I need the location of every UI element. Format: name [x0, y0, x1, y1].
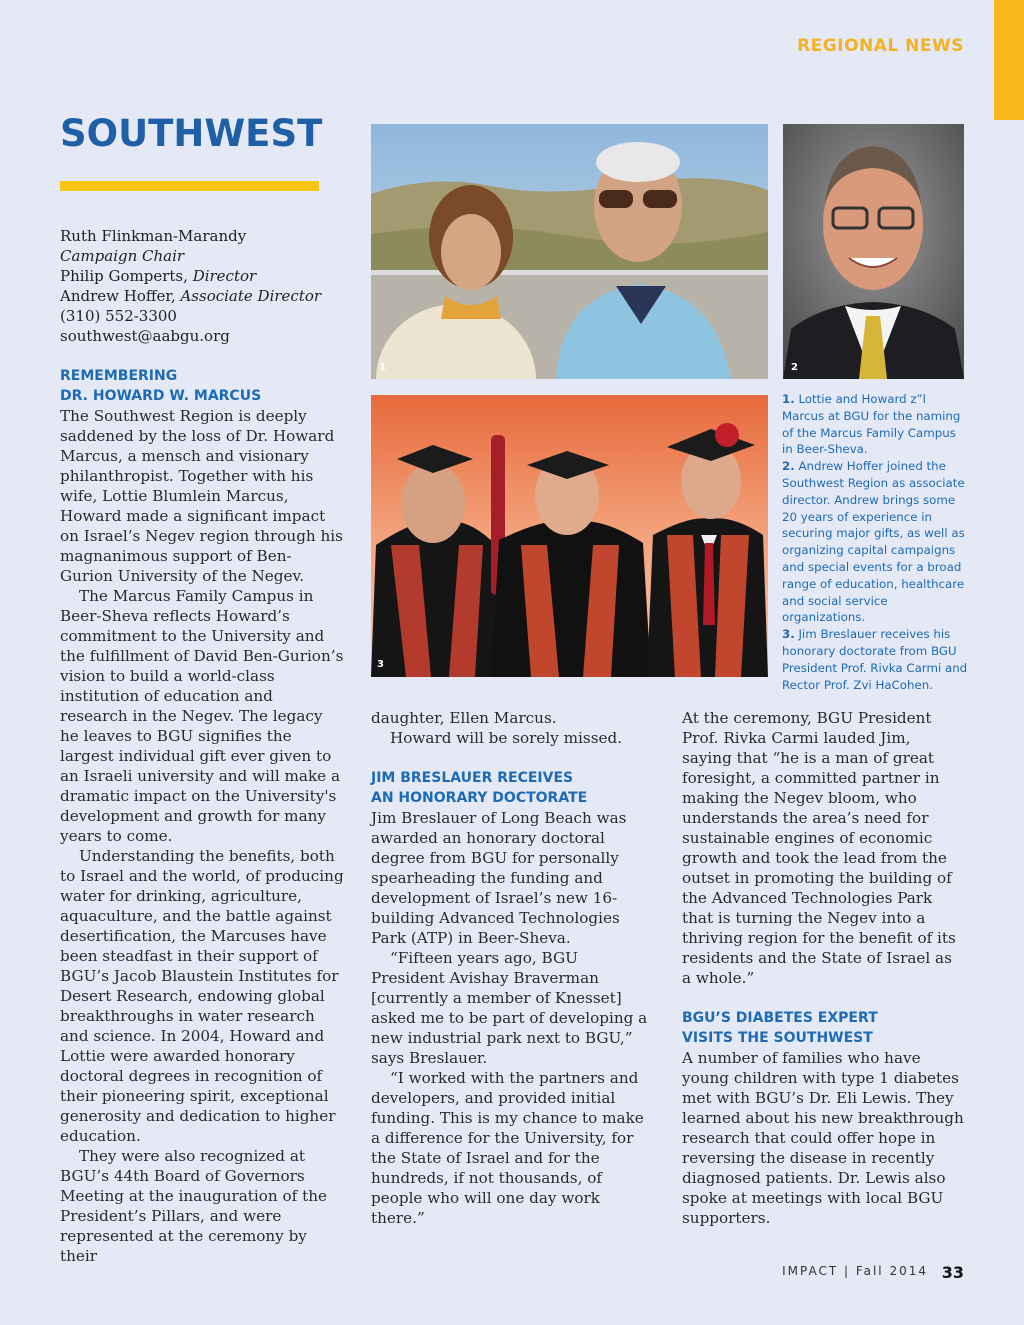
photo-marcus-couple — [371, 124, 768, 379]
photo-captions — [782, 391, 970, 693]
paragraph: At the ceremony, BGU President Prof. Rivka Carmi lauded Jim, saying that “he is a man of great foresight, a committed partner in making the Negev bloom, who understands the area’s need for sustainable engines of economic growth and took the lead from the outset in promoting the building of the Advanced Technologies Park that is turning the Negev into a thriving region for the benefit of its residents and the State of Israel as a whole.” — [682, 709, 956, 987]
section-tag: REGIONAL NEWS — [797, 36, 964, 56]
paragraph: Howard will be sorely missed. — [390, 729, 623, 747]
article-column-3 — [682, 708, 964, 1228]
contact-role: Campaign Chair — [60, 247, 185, 265]
paragraph: “Fifteen years ago, BGU President Avishay Braverman [currently a member of Knesset] asked me to be part of developing a new industrial park next to BGU,” says Breslauer. — [371, 949, 648, 1067]
contact-phone: (310) 552-3300 — [60, 307, 177, 325]
article-heading: BGU’S DIABETES EXPERT VISITS THE SOUTHWEST — [682, 1010, 878, 1046]
caption-2: 2. Andrew Hoffer joined the Southwest Region as associate director. Andrew brings some 20 years of experience in securing major gifts, as well as organizing capital campaigns and special events for a broad range of education, healthcare and social service organizations. — [782, 459, 965, 625]
caption-1: 1. Lottie and Howard z”l Marcus at BGU for the naming of the Marcus Family Campus in Beer-Sheva. — [782, 392, 961, 457]
paragraph: They were also recognized at BGU’s 44th Board of Governors Meeting at the inauguration of the President’s Pillars, and were represented at the ceremony by their — [60, 1147, 327, 1265]
section-color-tab — [994, 0, 1024, 120]
photo-number: 3 — [377, 659, 384, 670]
page-number: 33 — [941, 1263, 964, 1282]
contact-line: Philip Gomperts, Director — [60, 267, 257, 285]
paragraph: The Marcus Family Campus in Beer-Sheva reflects Howard’s commitment to the University and the fulfillment of David Ben-Gurion’s vision to build a world-class institution of education and research in the Negev. The legacy he leaves to BGU signifies the largest individual gift ever given to an Israeli university and will make a dramatic impact on the University's development and growth for many years to come. — [60, 587, 344, 845]
paragraph: “I worked with the partners and developers, and provided initial funding. This is my chance to make a difference for the University, for the State of Israel and for the hundreds, if not thousands, of people who will one day work there.” — [371, 1069, 644, 1227]
paragraph: Jim Breslauer of Long Beach was awarded an honorary doctoral degree from BGU for personally spearheading the funding and development of Israel’s new 16-building Advanced Technologies Park (ATP) in Beer-Sheva. — [371, 809, 627, 947]
paragraph: The Southwest Region is deeply saddened by the loss of Dr. Howard Marcus, a mensch and visionary philanthropist. Together with his wife, Lottie Blumlein Marcus, Howard made a significant impact on Israel’s Negev region through his magnanimous support of Ben-Gurion University of the Negev. — [60, 407, 343, 585]
article-column-2 — [371, 708, 653, 1228]
contact-email[interactable]: southwest@aabgu.org — [60, 327, 230, 345]
contact-name: Ruth Flinkman-Marandy — [60, 227, 247, 245]
photo-number: 1 — [379, 362, 386, 373]
paragraph: A number of families who have young children with type 1 diabetes met with BGU’s Dr. Eli Lewis. They learned about his new breakthrough research that could offer hope in reversing the disease in recently diagnosed patients. Dr. Lewis also spoke at meetings with local BGU supporters. — [682, 1049, 964, 1227]
caption-3: 3. Jim Breslauer receives his honorary doctorate from BGU President Prof. Rivka Carmi and Rector Prof. Zvi HaCohen. — [782, 627, 968, 692]
contact-line: Andrew Hoffer, Associate Director — [60, 287, 322, 305]
photo-andrew-hoffer — [783, 124, 964, 379]
article-heading: JIM BRESLAUER RECEIVES AN HONORARY DOCTORATE — [371, 770, 588, 806]
title-underline — [60, 181, 319, 191]
contact-block — [60, 226, 321, 346]
publication-footer: IMPACT | Fall 2014 — [782, 1264, 928, 1278]
article-column-1 — [60, 366, 344, 1266]
paragraph: daughter, Ellen Marcus. — [371, 709, 557, 727]
photo-number: 2 — [791, 362, 798, 373]
region-title: SOUTHWEST — [60, 112, 323, 155]
photo-honorary-doctorate — [371, 395, 768, 677]
paragraph: Understanding the benefits, both to Israel and the world, of producing water for drinking, agriculture, aquaculture, and the battle against desertification, the Marcuses have been steadfast in their support of BGU’s Jacob Blaustein Institutes for Desert Research, endowing global breakthroughs in water research and science. In 2004, Howard and Lottie were awarded honorary doctoral degrees in recognition of their pioneering spirit, exceptional generosity and dedication to higher education. — [60, 847, 344, 1145]
article-heading: REMEMBERING DR. HOWARD W. MARCUS — [60, 368, 262, 404]
